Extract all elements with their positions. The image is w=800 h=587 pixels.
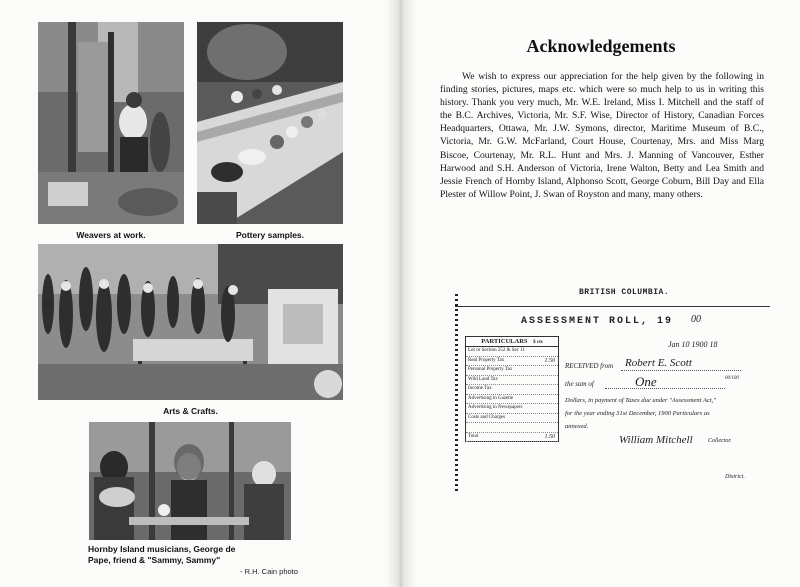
sum-value: One — [635, 374, 657, 389]
particulars-row — [466, 357, 558, 367]
collector-signature: William Mitchell — [619, 434, 693, 446]
annexed-line: annexed. — [565, 423, 589, 430]
particulars-row-label: Real Property Tax — [468, 357, 505, 363]
receipt-title-year: 00 — [691, 314, 701, 325]
perforation-edge — [455, 294, 458, 494]
received-from-name: Robert E. Scott — [625, 357, 692, 369]
received-from-label: RECEIVED from — [565, 362, 614, 370]
weavers-caption: Weavers at work. — [76, 230, 146, 240]
particulars-row-label: Income Tax — [468, 386, 492, 391]
particulars-row-label: Lot or Section 252 & Sec 11 — [468, 348, 526, 353]
photo-credit: - R.H. Cain photo — [240, 567, 298, 576]
assessment-roll-receipt — [455, 284, 770, 490]
particulars-row-value: 1.50 — [544, 357, 555, 364]
receipt-date: Jan 10 1900 18 — [668, 340, 718, 349]
receipt-divider — [455, 306, 770, 307]
sum-label: the sum of — [565, 380, 594, 388]
particulars-row-label: Advertising in Gazette — [468, 395, 514, 401]
book-gutter — [386, 0, 416, 587]
particulars-row — [466, 423, 558, 433]
musicians-caption — [88, 544, 348, 566]
particulars-row-label: Wild Land Tax — [468, 376, 498, 382]
particulars-row — [466, 433, 558, 443]
particulars-rows — [466, 347, 558, 442]
year-line: for the year ending 31st December, 1900 Particulars as — [565, 410, 710, 417]
sum-underline — [605, 388, 725, 389]
received-underline — [621, 370, 741, 371]
particulars-row — [466, 366, 558, 376]
acknowledgements-text: We wish to express our appreciation for the help given by the following in finding stories, pictures, maps etc. which were so much help to us in writing this history. Thank you very much, Mr. W.E. Ireland, Miss I. Mitchell and the staff of the B.C. Archives, Victoria, Mr. S.F. Wise, Director of History, Canadian Forces Headquarters, Ottawa, Mr. J.W. Symons, director, Maritime Museum of B.C., Victoria, Mr. G.W. McFarland, Court House, Courtenay, Mrs. and Miss Marg Biscoe, Courtenay, Mr. R.L. Hunt and Mrs. J. Manning of Vancouver, Esther Harwood and S.H. Anderson of Victoria, Irene Walton, Betty and Lea Smith and Jessie French of Hornby Island, Alphonso Scott, George Coburn, Bill Day and Ella Plester of Willow Point, J. Swan of Royston and many, many others. — [440, 71, 764, 200]
particulars-row — [466, 414, 558, 424]
particulars-row-label: Total — [468, 433, 479, 439]
particulars-box — [465, 336, 559, 442]
district-label: District. — [725, 474, 745, 480]
particulars-row-label: Personal Property Tax — [468, 367, 513, 372]
particulars-currency: $ cts — [533, 340, 543, 345]
arts-crafts-caption: Arts & Crafts. — [163, 406, 218, 416]
musicians-caption-line2: Pape, friend & "Sammy, Sammy" — [88, 555, 221, 565]
particulars-row — [466, 385, 558, 395]
particulars-row-label: Advertising in Newspapers — [468, 405, 523, 410]
musicians-photo — [89, 422, 291, 540]
pottery-caption: Pottery samples. — [235, 230, 305, 240]
musicians-caption-line1: Hornby Island musicians, George de — [88, 544, 236, 554]
particulars-header — [466, 337, 558, 347]
particulars-row — [466, 347, 558, 357]
particulars-title: PARTICULARS — [481, 338, 528, 345]
weavers-photo — [38, 22, 184, 224]
particulars-row — [466, 395, 558, 405]
particulars-row — [466, 376, 558, 386]
particulars-row-label: Costs and Charges — [468, 414, 506, 420]
collector-label: Collector. — [708, 438, 732, 444]
dollars-line: Dollars, in payment of Taxes due under "Assessment Act," — [565, 397, 716, 404]
receipt-province: BRITISH COLUMBIA. — [579, 288, 670, 297]
page-title: Acknowledgements — [526, 36, 676, 56]
particulars-row — [466, 404, 558, 414]
receipt-title: ASSESSMENT ROLL, 19 — [521, 316, 674, 327]
particulars-row-value: 1.50 — [544, 433, 555, 440]
pottery-photo — [197, 22, 343, 224]
arts-crafts-photo — [38, 244, 343, 400]
sum-cents: 00/100 — [725, 376, 739, 381]
